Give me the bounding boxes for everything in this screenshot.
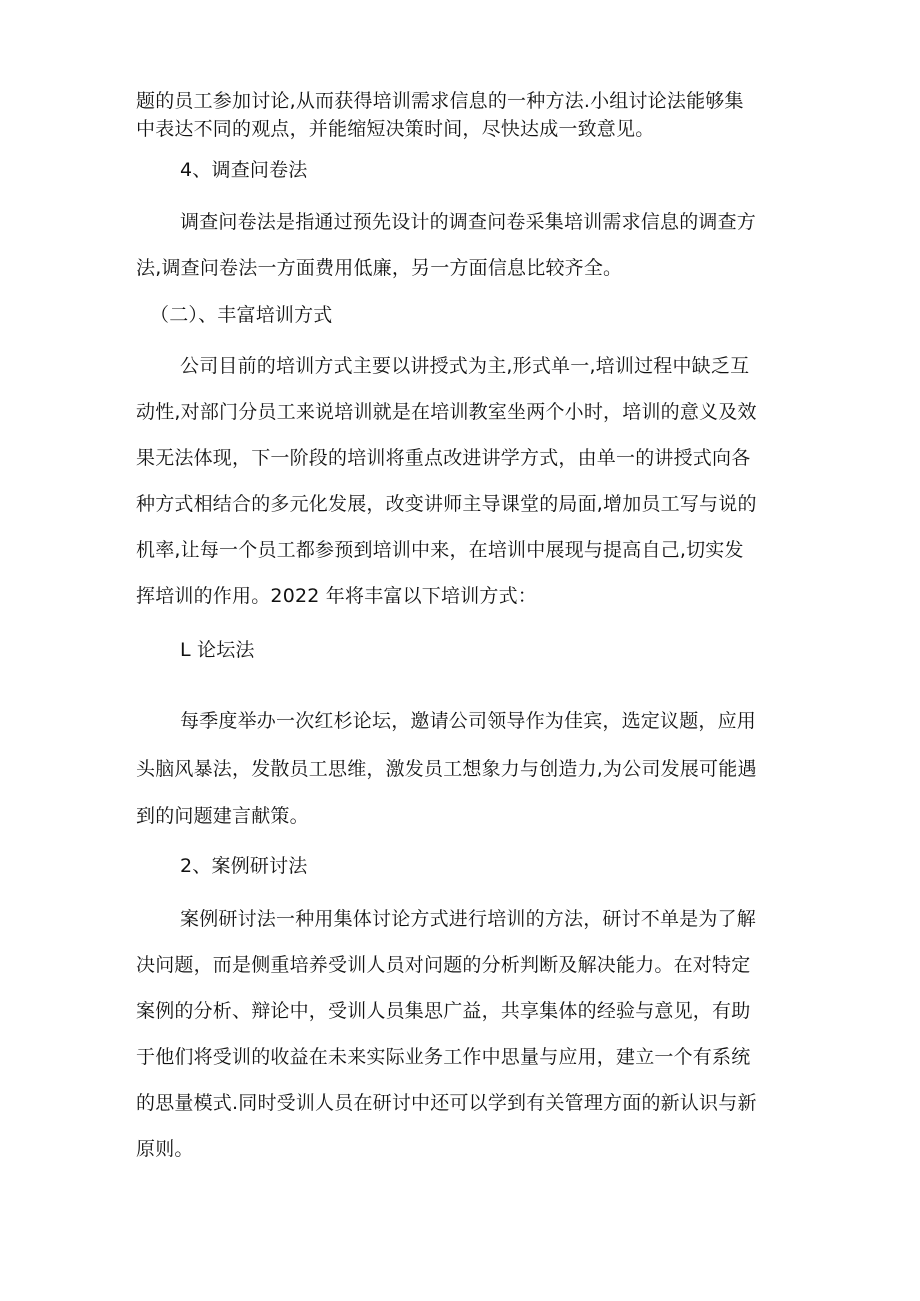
paragraph-line: 原则。 [136,1138,194,1160]
paragraph-line: 每季度举办一次红杉论坛，邀请公司领导作为佳宾，选定议题，应用 [180,710,757,732]
paragraph-line: 于他们将受训的收益在未来实际业务工作中思量与应用，建立一个有系统 [136,1046,751,1068]
paragraph-line: 头脑风暴法，发散员工思维，激发员工想象力与创造力,为公司发展可能遇 [136,758,757,780]
paragraph-line: 机率,让每一个员工都参预到培训中来，在培训中展现与提高自己,切实发 [136,539,744,561]
paragraph-line: 案例研讨法一种用集体讨论方式进行培训的方法，研讨不单是为了解 [180,908,757,930]
paragraph-line: 中表达不同的观点，并能缩短决策时间，尽快达成一致意见。 [136,118,655,140]
paragraph-line: 挥培训的作用。2022 年将丰富以下培训方式： [136,585,537,607]
paragraph-line: 调查问卷法是指通过预先设计的调查问卷采集培训需求信息的调查方 [180,211,757,233]
paragraph-line: 的思量模式.同时受训人员在研讨中还可以学到有关管理方面的新认识与新 [136,1092,757,1114]
heading-forum-method: L 论坛法 [180,639,255,661]
paragraph-line: 法,调查问卷法一方面费用低廉，另一方面信息比较齐全。 [136,257,623,279]
paragraph-line: 果无法体现，下一阶段的培训将重点改进讲学方式，由单一的讲授式向各 [136,447,751,469]
paragraph-line: 种方式相结合的多元化发展，改变讲师主导课堂的局面,增加员工写与说的 [136,493,757,515]
paragraph-line: 题的员工参加讨论,从而获得培训需求信息的一种方法.小组讨论法能够集 [136,90,744,112]
paragraph-line: 决问题，而是侧重培养受训人员对问题的分析判断及解决能力。在对特定 [136,954,751,976]
heading-survey-method: 4、调查问卷法 [180,159,308,181]
section-heading: （二）、丰富培训方式 [150,304,333,326]
paragraph-line: 案例的分析、辩论中，受训人员集思广益，共享集体的经验与意见，有助 [136,1000,751,1022]
heading-case-method: 2、案例研讨法 [180,855,308,877]
paragraph-line: 公司目前的培训方式主要以讲授式为主,形式单一,培训过程中缺乏互 [180,355,750,377]
paragraph-line: 动性,对部门分员工来说培训就是在培训教室坐两个小时，培训的意义及效 [136,401,757,423]
paragraph-line: 到的问题建言献策。 [136,805,309,827]
